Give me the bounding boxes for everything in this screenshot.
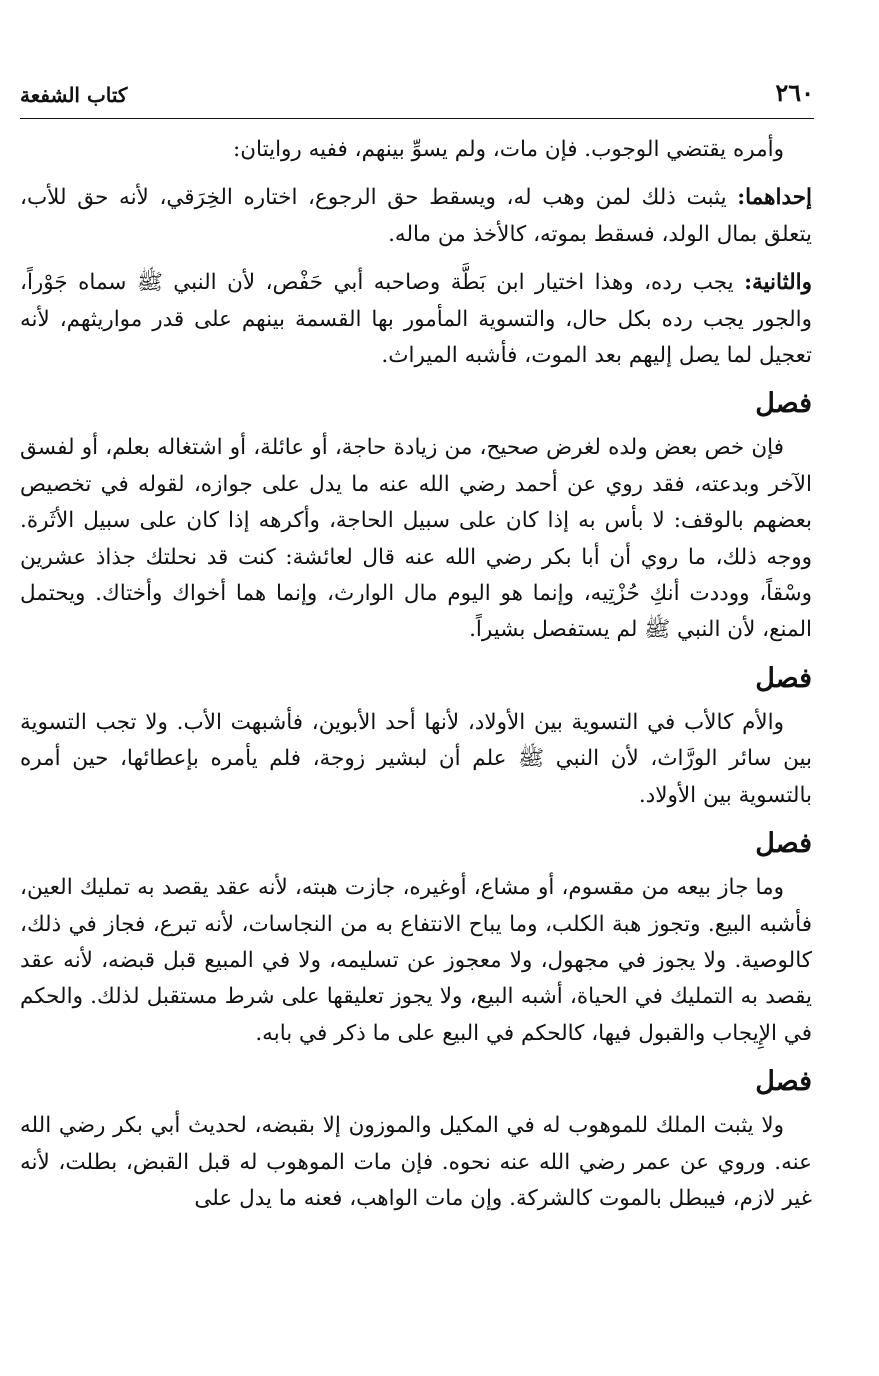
paragraph-1: وأمره يقتضي الوجوب. فإن مات، ولم يسوِّ بينهم، ففيه روايتان: xyxy=(233,137,784,162)
paragraph-3-text: يجب رده، وهذا اختيار ابن بَطَّة وصاحبه أبي حَفْص، لأن النبي ﷺ سماه جَوْراً، والجور يجب رده بكل حال، والتسوية المأمور بها القسمة بينهم على قدر مواريثهم، لأنه تعجيل لما يصل إليهم بعد الموت، فأشبه الميراث. xyxy=(20,270,812,369)
section-heading-2: فصل xyxy=(755,662,812,694)
paragraph-2-lead: إحداهما: xyxy=(737,185,813,211)
section-heading-1: فصل xyxy=(755,388,812,420)
page-body xyxy=(20,132,812,1229)
paragraph-3-lead: والثانية: xyxy=(744,270,812,296)
section-heading-4: فصل xyxy=(755,1066,812,1098)
page-number: ٢٦٠ xyxy=(775,78,814,107)
paragraph-5: والأم كالأب في التسوية بين الأولاد، لأنها أحد الأبوين، فأشبهت الأب. ولا تجب التسوية بين سائر الورَّاث، لأن النبي ﷺ علم أن لبشير زوجة، فلم يأمره بإعطائها، حين أمره بالتسوية بين الأولاد. xyxy=(20,709,812,808)
header-rule xyxy=(20,118,814,119)
paragraph-2-text: يثبت ذلك لمن وهب له، ويسقط حق الرجوع، اختاره الخِرَقي، لأنه حق للأب، يتعلق بمال الولد، فسقط بموته، كالأخذ من ماله. xyxy=(20,185,812,247)
running-title: كتاب الشفعة xyxy=(20,83,128,107)
paragraph-3 xyxy=(20,265,812,374)
section-heading-3: فصل xyxy=(755,828,812,860)
page-header xyxy=(20,78,814,114)
paragraph-2 xyxy=(20,180,812,253)
paragraph-4: فإن خص بعض ولده لغرض صحيح، من زيادة حاجة، أو عائلة، أو اشتغاله بعلم، أو لفسق الآخر وبدعته، فقد روي عن أحمد رضي الله عنه ما يدل على جوازه، لقوله في تخصيص بعضهم بالوقف: لا بأس به إذا كان على سبيل الحاجة، وأكرهه إذا كان على سبيل الأثَرة. ووجه ذلك، ما روي أن أبا بكر رضي الله عنه قال لعائشة: كنت قد نحلتك جذاذ عشرين وسْقاً، ووددت أنكِ حُزْتِيه، وإنما هو اليوم مال الوارث، وإنما هما أخواك وأختاك. ويحتمل المنع، لأن النبي ﷺ لم يستفصل بشيراً. xyxy=(20,435,812,643)
paragraph-6: وما جاز بيعه من مقسوم، أو مشاع، أوغيره، جازت هبته، لأنه عقد يقصد به تمليك العين، فأشبه البيع. وتجوز هبة الكلب، وما يباح الانتفاع به من النجاسات، لأنه تبرع، فجاز في ذلك، كالوصية. ولا يجوز في مجهول، ولا معجوز عن تسليمه، ولا في المبيع قبل قبضه، لأنه عقد يقصد به التمليك في الحياة، أشبه البيع، ولا يجوز تعليقها على شرط مستقبل لذلك. والحكم في الإِيجاب والقبول فيها، كالحكم في البيع على ما ذكر في بابه. xyxy=(20,875,812,1046)
paragraph-7: ولا يثبت الملك للموهوب له في المكيل والموزون إلا بقبضه، لحديث أبي بكر رضي الله عنه. وروي عن عمر رضي الله عنه نحوه. فإن مات الموهوب له قبل القبض، بطلت، لأنه غير لازم، فيبطل بالموت كالشركة. وإن مات الواهب، فعنه ما يدل على xyxy=(20,1113,812,1211)
